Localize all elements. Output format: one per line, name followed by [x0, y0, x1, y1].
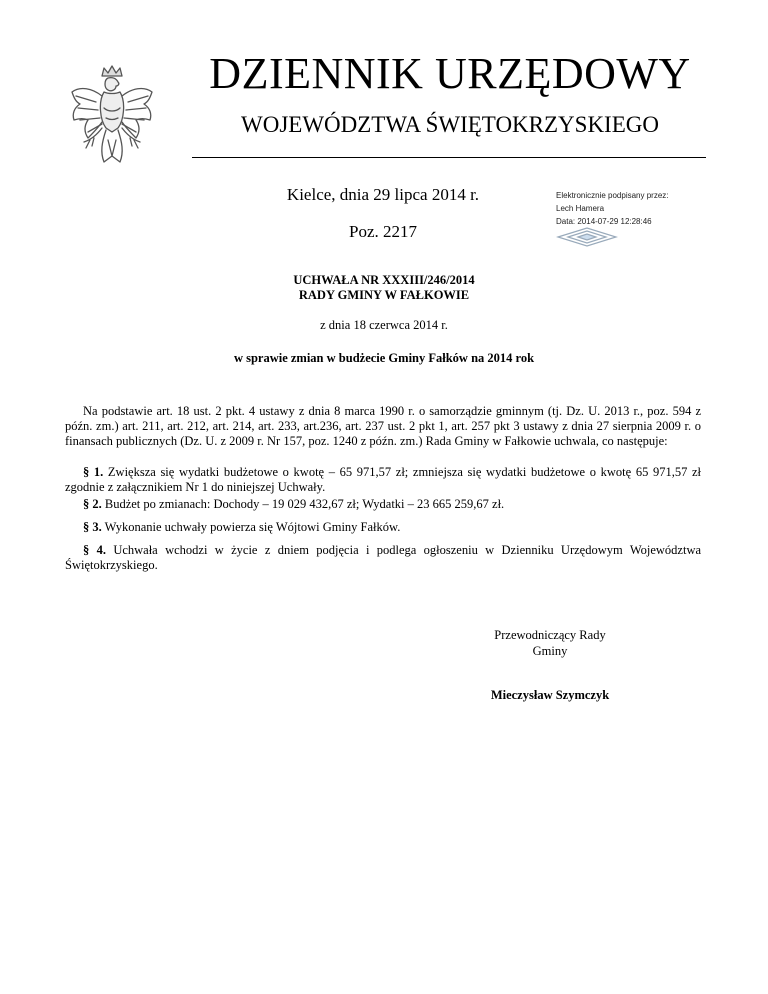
- journal-title: DZIENNIK URZĘDOWY: [209, 49, 691, 98]
- section-number: § 3.: [83, 520, 102, 534]
- legal-basis-paragraph: Na podstawie art. 18 ust. 2 pkt. 4 ustawy z dnia 8 marca 1990 r. o samorządzie gminnym (tj. Dz. U. 2013 r., poz. 594 z późn. zm.) art. 211, art. 212, art. 214, art. 233, art.236, art. 237 ust. 2 pkt 1, art. 257 pkt 3 ustawy z dnia 27 sierpnia 2009 r. o finansach publicznych (Dz. U. z 2009 r. Nr 157, poz. 1240 z późn. zm.) Rada Gminy w Fałkowie uchwala, co następuje:: [65, 404, 701, 448]
- resolution-subject: w sprawie zmian w budżecie Gminy Fałków na 2014 rok: [233, 351, 535, 365]
- chairman-title-line2: Gminy: [532, 644, 568, 658]
- place-date: Kielce, dnia 29 lipca 2014 r.: [286, 185, 480, 204]
- section-4: [65, 543, 701, 573]
- section-2: [65, 497, 701, 512]
- polish-eagle-emblem-icon: [66, 62, 158, 174]
- header-divider: [192, 157, 706, 158]
- e-signature-logo-icon: [556, 226, 618, 248]
- chairman-title-line1: Przewodniczący Rady: [494, 628, 606, 642]
- position-number: Poz. 2217: [349, 222, 417, 241]
- section-text: Budżet po zmianach: Dochody – 19 029 432,67 zł; Wydatki – 23 665 259,67 zł.: [104, 497, 505, 511]
- electronic-signature-block: [556, 189, 706, 228]
- signature-date: Data: 2014-07-29 12:28:46: [556, 217, 652, 226]
- resolution-council: RADY GMINY W FAŁKOWIE: [298, 288, 470, 302]
- section-text: Uchwała wchodzi w życie z dniem podjęcia i podlega ogłoszeniu w Dzienniku Urzędowym Województwa Świętokrzyskiego.: [65, 543, 702, 572]
- section-number: § 4.: [83, 543, 106, 557]
- resolution-title: [0, 273, 768, 303]
- chairman-name: Mieczysław Szymczyk: [490, 688, 610, 702]
- signature-label: Elektronicznie podpisany przez:: [556, 191, 669, 200]
- section-3: [65, 520, 701, 535]
- resolution-number: UCHWAŁA NR XXXIII/246/2014: [293, 273, 475, 287]
- resolution-date: z dnia 18 czerwca 2014 r.: [320, 318, 448, 332]
- section-1: [65, 465, 701, 495]
- section-text: Zwiększa się wydatki budżetowe o kwotę – 65 971,57 zł; zmniejsza się wydatki budżetowe o kwotę 65 971,57 zł zgodnie z załącznikiem Nr 1 do niniejszej Uchwały.: [65, 465, 701, 494]
- section-text: Wykonanie uchwały powierza się Wójtowi Gminy Fałków.: [104, 520, 401, 534]
- section-number: § 2.: [83, 497, 102, 511]
- section-number: § 1.: [83, 465, 104, 479]
- journal-subtitle: WOJEWÓDZTWA ŚWIĘTOKRZYSKIEGO: [241, 112, 659, 137]
- chairman-title: [440, 627, 660, 659]
- signer-name: Lech Hamera: [556, 204, 605, 213]
